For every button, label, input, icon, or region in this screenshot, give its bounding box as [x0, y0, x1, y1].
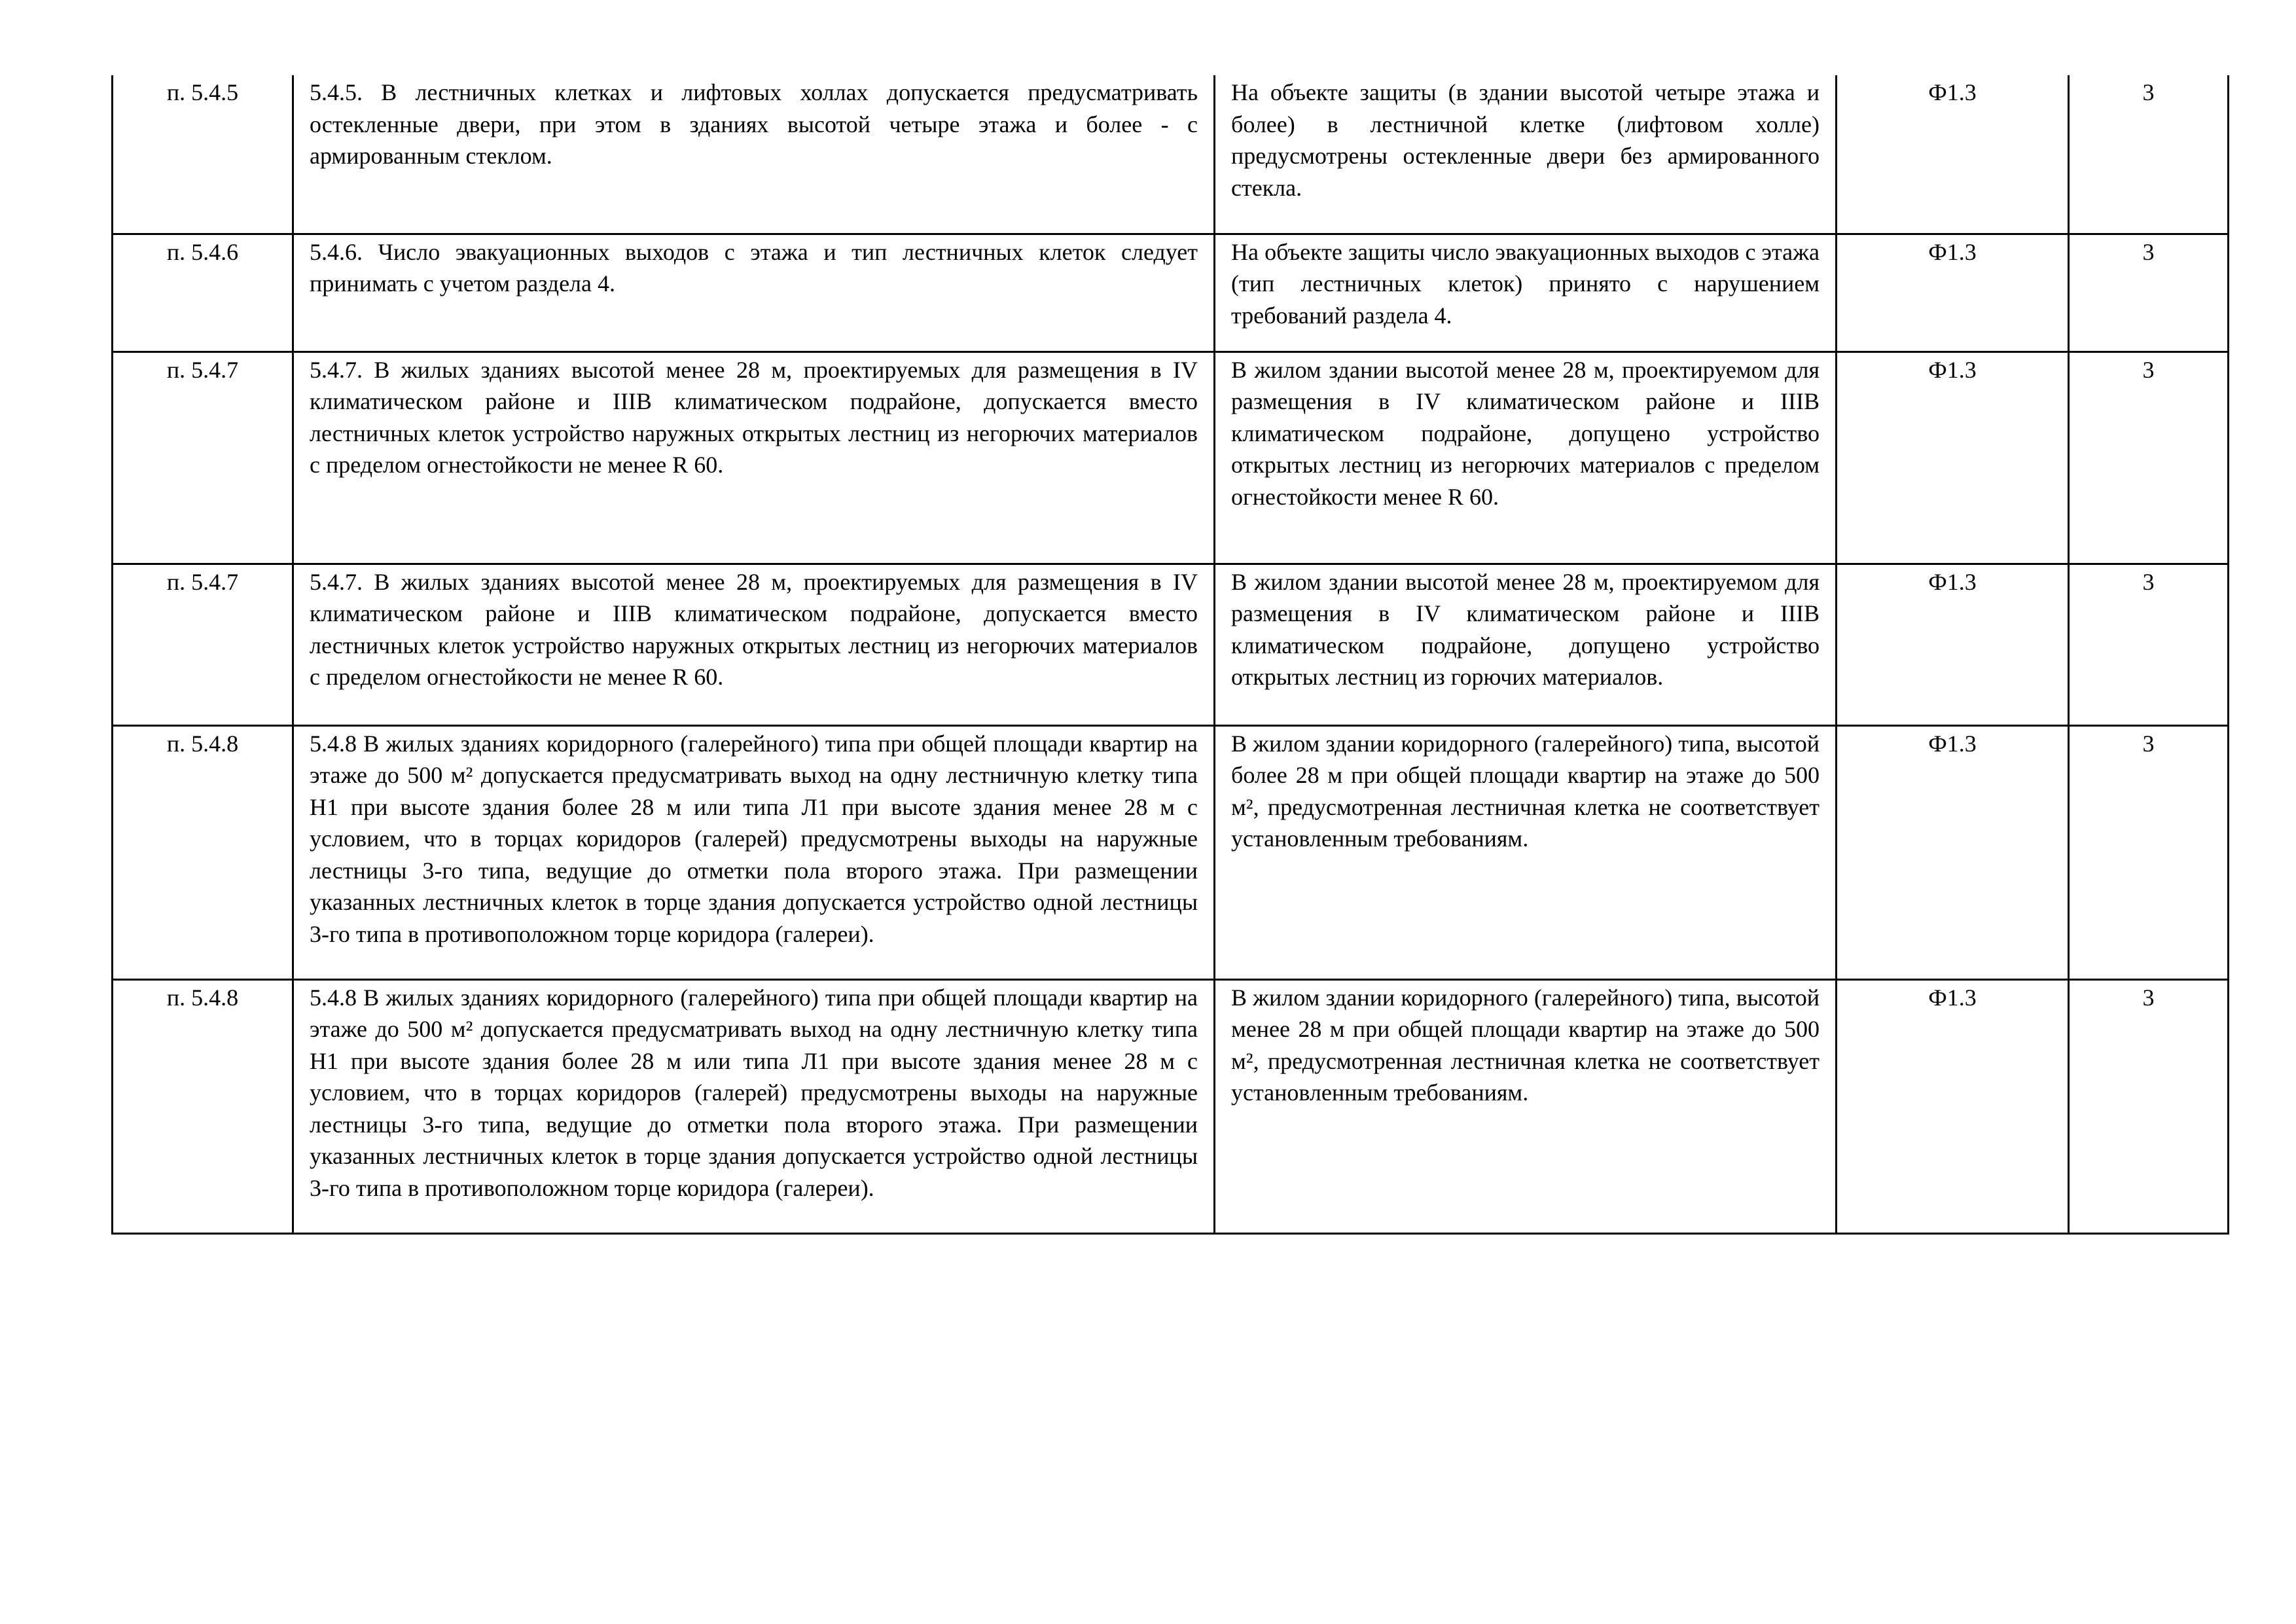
functional-class-cell: Ф1.3 — [1837, 234, 2069, 352]
functional-class-cell: Ф1.3 — [1837, 75, 2069, 234]
requirement-text-cell: 5.4.5. В лестничных клетках и лифтовых холлах допускается предусматривать остекленные двери, при этом в зданиях высотой четыре этажа и более - с армированным стеклом. — [293, 75, 1215, 234]
violation-text-cell: В жилом здании коридорного (галерейного) типа, высотой более 28 м при общей площади квартир на этаже до 500 м², предусмотренная лестничная клетка не соответствует установленным требованиям. — [1215, 725, 1837, 979]
norm-reference-cell: п. 5.4.8 — [113, 725, 293, 979]
category-cell: 3 — [2069, 979, 2229, 1233]
category-cell: 3 — [2069, 725, 2229, 979]
norm-reference-cell: п. 5.4.7 — [113, 352, 293, 564]
table-row — [113, 75, 2229, 234]
norm-reference-cell: п. 5.4.7 — [113, 564, 293, 725]
requirement-text-cell: 5.4.6. Число эвакуационных выходов с этажа и тип лестничных клеток следует принимать с учетом раздела 4. — [293, 234, 1215, 352]
functional-class-cell: Ф1.3 — [1837, 564, 2069, 725]
violation-text-cell: В жилом здании высотой менее 28 м, проектируемом для размещения в IV климатическом районе и IIIВ климатическом подрайоне, допущено устройство открытых лестниц из горючих материалов. — [1215, 564, 1837, 725]
requirement-text-cell: 5.4.8 В жилых зданиях коридорного (галерейного) типа при общей площади квартир на этаже до 500 м² допускается предусматривать выход на одну лестничную клетку типа Н1 при высоте здания более 28 м или типа Л1 при высоте здания менее 28 м с условием, что в торцах коридоров (галерей) предусмотрены выходы на наружные лестницы 3-го типа, ведущие до отметки пола второго этажа. При размещении указанных лестничных клеток в торце здания допускается устройство одной лестницы 3-го типа в противоположном торце коридора (галереи). — [293, 979, 1215, 1233]
category-cell: 3 — [2069, 234, 2229, 352]
category-cell: 3 — [2069, 352, 2229, 564]
violation-text-cell: На объекте защиты число эвакуационных выходов с этажа (тип лестничных клеток) принято с нарушением требований раздела 4. — [1215, 234, 1837, 352]
requirement-text-cell: 5.4.8 В жилых зданиях коридорного (галерейного) типа при общей площади квартир на этаже до 500 м² допускается предусматривать выход на одну лестничную клетку типа Н1 при высоте здания более 28 м или типа Л1 при высоте здания менее 28 м с условием, что в торцах коридоров (галерей) предусмотрены выходы на наружные лестницы 3-го типа, ведущие до отметки пола второго этажа. При размещении указанных лестничных клеток в торце здания допускается устройство одной лестницы 3-го типа в противоположном торце коридора (галереи). — [293, 725, 1215, 979]
requirement-text-cell: 5.4.7. В жилых зданиях высотой менее 28 м, проектируемых для размещения в IV климатическом районе и IIIВ климатическом подрайоне, допускается вместо лестничных клеток устройство наружных открытых лестниц из негорючих материалов с пределом огнестойкости не менее R 60. — [293, 352, 1215, 564]
table-row — [113, 564, 2229, 725]
table-row — [113, 725, 2229, 979]
table-row — [113, 234, 2229, 352]
functional-class-cell: Ф1.3 — [1837, 979, 2069, 1233]
violation-text-cell: На объекте защиты (в здании высотой четыре этажа и более) в лестничной клетке (лифтовом холле) предусмотрены остекленные двери без армированного стекла. — [1215, 75, 1837, 234]
requirement-text-cell: 5.4.7. В жилых зданиях высотой менее 28 м, проектируемых для размещения в IV климатическом районе и IIIВ климатическом подрайоне, допускается вместо лестничных клеток устройство наружных открытых лестниц из негорючих материалов с пределом огнестойкости не менее R 60. — [293, 564, 1215, 725]
norm-reference-cell: п. 5.4.5 — [113, 75, 293, 234]
category-cell: 3 — [2069, 564, 2229, 725]
violation-text-cell: В жилом здании высотой менее 28 м, проектируемом для размещения в IV климатическом районе и IIIВ климатическом подрайоне, допущено устройство открытых лестниц из негорючих материалов с пределом огнестойкости менее R 60. — [1215, 352, 1837, 564]
requirements-table — [111, 75, 2229, 1235]
norm-reference-cell: п. 5.4.8 — [113, 979, 293, 1233]
norm-reference-cell: п. 5.4.6 — [113, 234, 293, 352]
table-row — [113, 979, 2229, 1233]
functional-class-cell: Ф1.3 — [1837, 725, 2069, 979]
table-row — [113, 352, 2229, 564]
category-cell: 3 — [2069, 75, 2229, 234]
violation-text-cell: В жилом здании коридорного (галерейного) типа, высотой менее 28 м при общей площади квартир на этаже до 500 м², предусмотренная лестничная клетка не соответствует установленным требованиям. — [1215, 979, 1837, 1233]
functional-class-cell: Ф1.3 — [1837, 352, 2069, 564]
